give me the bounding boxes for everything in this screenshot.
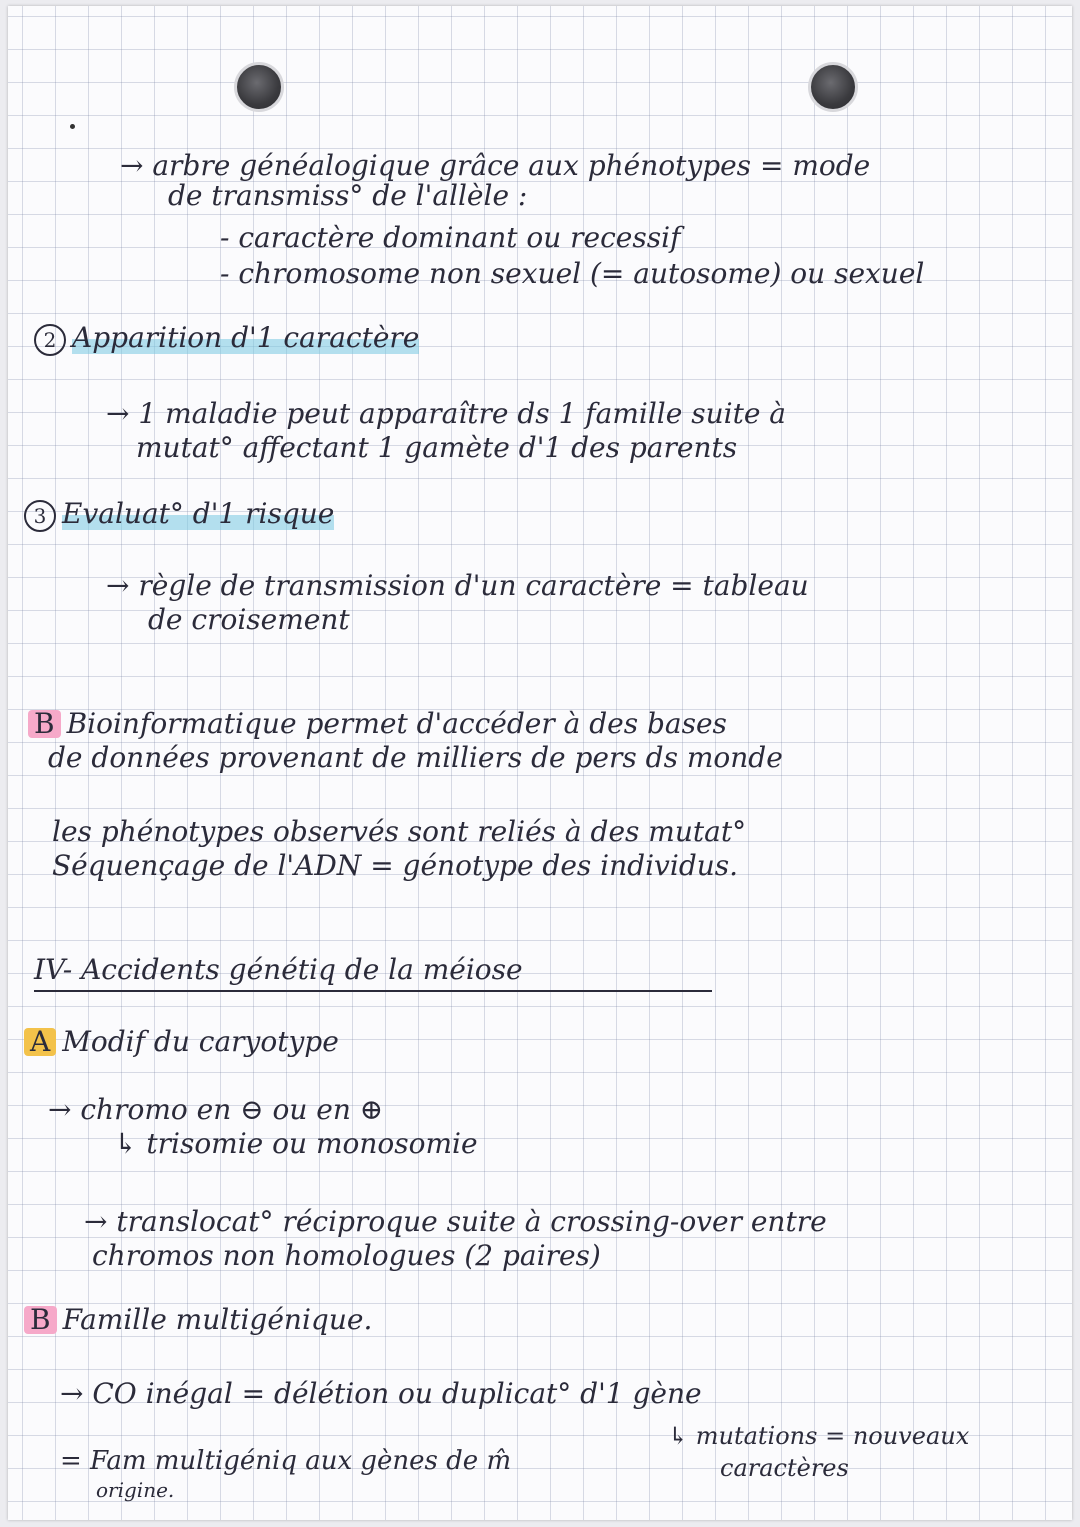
- heading-apparition: [34, 321, 420, 356]
- note-line: caractères: [720, 1454, 849, 1482]
- number-badge: 3: [24, 500, 56, 532]
- section-letter: B: [24, 1306, 57, 1334]
- section-title-iv: IV- Accidents génétiq de la méiose: [34, 953, 523, 986]
- section-letter: A: [24, 1028, 56, 1056]
- note-line: → 1 maladie peut apparaître ds 1 famille suite à: [106, 397, 786, 430]
- title-underline: [34, 990, 712, 992]
- notebook-page: [8, 6, 1072, 1520]
- heading-evaluation: [24, 497, 335, 532]
- note-line: de croisement: [148, 603, 350, 636]
- note-line: Séquençage de l'ADN = génotype des individus.: [52, 849, 739, 882]
- note-text: Modif du caryotype: [62, 1025, 339, 1058]
- note-line: → CO inégal = délétion ou duplicat° d'1 gène: [60, 1377, 702, 1410]
- note-line: mutat° affectant 1 gamète d'1 des parents: [136, 431, 738, 464]
- section-letter: B: [28, 710, 61, 738]
- heading-text: Apparition d'1 caractère: [72, 321, 420, 354]
- note-line: → arbre généalogique grâce aux phénotypes = mode: [120, 149, 871, 182]
- ink-dot: [70, 124, 75, 129]
- number-badge: 2: [34, 324, 66, 356]
- note-text: Bioinformatique permet d'accéder à des bases: [66, 707, 727, 740]
- note-line: → translocat° réciproque suite à crossing-over entre: [84, 1205, 827, 1238]
- note-line: de données provenant de milliers de pers ds monde: [48, 741, 783, 774]
- note-line: → chromo en ⊖ ou en ⊕: [48, 1093, 384, 1126]
- note-line: de transmiss° de l'allèle :: [168, 179, 528, 212]
- note-line: - chromosome non sexuel (= autosome) ou sexuel: [220, 257, 925, 290]
- note-line: les phénotypes observés sont reliés à des mutat°: [52, 815, 747, 848]
- section-bioinfo: [28, 707, 727, 740]
- note-line: origine.: [96, 1478, 175, 1502]
- section-caryotype: [24, 1025, 339, 1058]
- note-line: → règle de transmission d'un caractère = tableau: [106, 569, 809, 602]
- note-line: - caractère dominant ou recessif: [220, 221, 681, 254]
- punch-hole: [808, 62, 858, 112]
- heading-text: Evaluat° d'1 risque: [62, 497, 335, 530]
- note-line: chromos non homologues (2 paires): [92, 1239, 601, 1272]
- punch-hole: [234, 62, 284, 112]
- note-text: Famille multigénique.: [62, 1303, 373, 1336]
- section-multigenic: [24, 1303, 373, 1336]
- note-line: ↳ mutations = nouveaux: [668, 1422, 970, 1450]
- note-line: = Fam multigéniq aux gènes de m̂: [60, 1446, 512, 1476]
- note-line: ↳ trisomie ou monosomie: [114, 1127, 478, 1160]
